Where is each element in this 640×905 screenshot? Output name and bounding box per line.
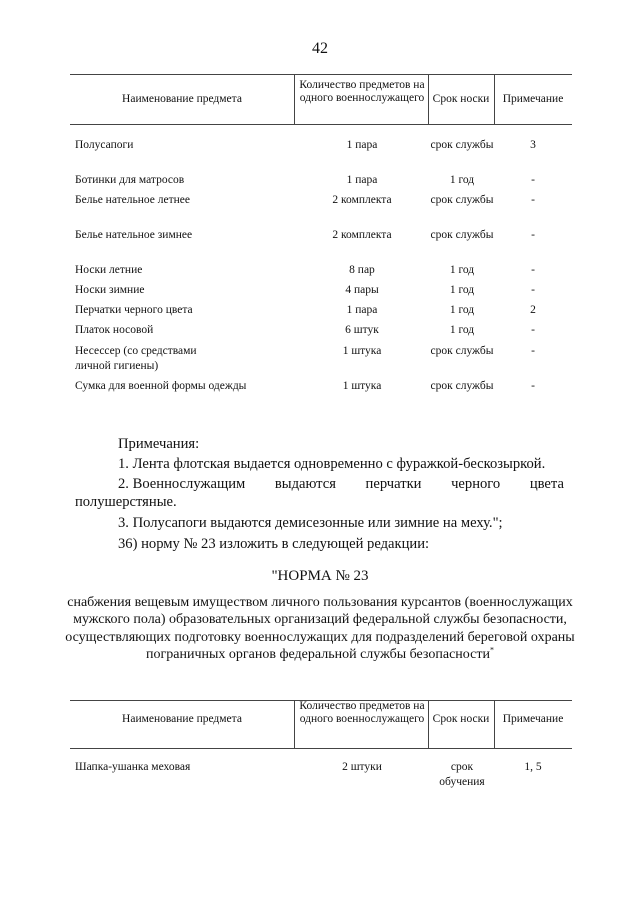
item-note: - bbox=[531, 284, 535, 296]
norm-title: "НОРМА № 23 bbox=[271, 568, 369, 584]
item-qty: 1 штука bbox=[342, 345, 382, 357]
note-2-continuation: полушерстяные. bbox=[75, 494, 177, 510]
item-qty: 1 пара bbox=[346, 174, 378, 186]
footnote-mark: * bbox=[489, 645, 494, 655]
norm-subtitle-text: снабжения вещевым имуществом личного пользования курсантов (военнослужащих мужского пола) образовательных организаций федеральной службы безопасности, осуществляющих подготовку военнослужащих для подразделений береговой охраны пограничных органов федеральной службы безопасности bbox=[65, 595, 575, 663]
table1-col-divider bbox=[294, 74, 295, 124]
note-2-word: выдаются bbox=[274, 476, 336, 492]
item-qty: 2 комплекта bbox=[332, 229, 392, 241]
header-qty: Количество предметов на одного военнослужащего bbox=[299, 700, 425, 725]
note-2-word: цвета bbox=[529, 476, 564, 492]
item-qty: 1 пара bbox=[346, 304, 378, 316]
item-name: Белье нательное зимнее bbox=[75, 229, 193, 241]
item-qty: 4 пары bbox=[345, 284, 379, 296]
notes-heading: Примечания: bbox=[118, 436, 200, 452]
item-note: 1, 5 bbox=[524, 761, 542, 773]
item-term: срок службы bbox=[430, 194, 494, 206]
item-name: Перчатки черного цвета bbox=[75, 304, 193, 316]
item-qty: 8 пар bbox=[349, 264, 375, 276]
item-name: Носки зимние bbox=[75, 284, 145, 296]
item-term: срок службы bbox=[430, 380, 494, 392]
note-2-word: перчатки bbox=[365, 476, 422, 492]
header-note: Примечание bbox=[502, 713, 564, 725]
item-name: Шапка-ушанка меховая bbox=[75, 761, 191, 773]
page-number: 42 bbox=[312, 40, 328, 57]
item-note: - bbox=[531, 345, 535, 357]
table2-header-bottom-rule bbox=[70, 748, 572, 749]
item-note: - bbox=[531, 194, 535, 206]
item-name: Полусапоги bbox=[75, 139, 134, 151]
item-note: - bbox=[531, 324, 535, 336]
item-qty: 2 штуки bbox=[342, 761, 382, 773]
item-term: срок службы bbox=[430, 229, 494, 241]
header-note: Примечание bbox=[502, 93, 564, 105]
item-term: срок обучения bbox=[439, 761, 485, 788]
item-qty: 1 пара bbox=[346, 139, 378, 151]
item-note: - bbox=[531, 380, 535, 392]
table1-header-bottom-rule bbox=[70, 124, 572, 125]
item-qty: 6 штук bbox=[345, 324, 379, 336]
item-note: 2 bbox=[530, 304, 536, 316]
item-term: 1 год bbox=[449, 174, 475, 186]
note-2-line bbox=[118, 476, 564, 493]
item-term: 1 год bbox=[449, 304, 475, 316]
header-name: Наименование предмета bbox=[122, 713, 242, 725]
item-term: 1 год bbox=[449, 324, 475, 336]
item-note: - bbox=[531, 174, 535, 186]
amendment-item-36: 36) норму № 23 изложить в следующей редакции: bbox=[118, 536, 430, 552]
header-qty: Количество предметов на одного военнослужащего bbox=[299, 79, 425, 104]
note-2-word: черного bbox=[451, 476, 501, 492]
header-term: Срок носки bbox=[432, 93, 490, 105]
note-2-word: 2. Военнослужащим bbox=[118, 476, 246, 492]
table2-col-divider bbox=[294, 700, 295, 748]
item-name: Несессер (со средствами личной гигиены) bbox=[75, 345, 197, 372]
item-name: Сумка для военной формы одежды bbox=[75, 380, 247, 392]
table1-top-rule bbox=[70, 74, 572, 75]
item-term: срок службы bbox=[430, 139, 494, 151]
item-name: Платок носовой bbox=[75, 324, 154, 336]
item-note: - bbox=[531, 229, 535, 241]
norm-subtitle bbox=[60, 594, 580, 664]
item-name: Носки летние bbox=[75, 264, 143, 276]
item-term: 1 год bbox=[449, 264, 475, 276]
note-3: 3. Полусапоги выдаются демисезонные или зимние на меху."; bbox=[118, 515, 503, 531]
header-name: Наименование предмета bbox=[122, 93, 242, 105]
item-note: - bbox=[531, 264, 535, 276]
header-term: Срок носки bbox=[432, 713, 490, 725]
item-qty: 1 штука bbox=[342, 380, 382, 392]
item-term: 1 год bbox=[449, 284, 475, 296]
item-qty: 2 комплекта bbox=[332, 194, 392, 206]
item-term: срок службы bbox=[430, 345, 494, 357]
item-name: Ботинки для матросов bbox=[75, 174, 185, 186]
item-name: Белье нательное летнее bbox=[75, 194, 190, 206]
note-1: 1. Лента флотская выдается одновременно с фуражкой-бескозыркой. bbox=[118, 456, 546, 472]
item-note: 3 bbox=[530, 139, 536, 151]
